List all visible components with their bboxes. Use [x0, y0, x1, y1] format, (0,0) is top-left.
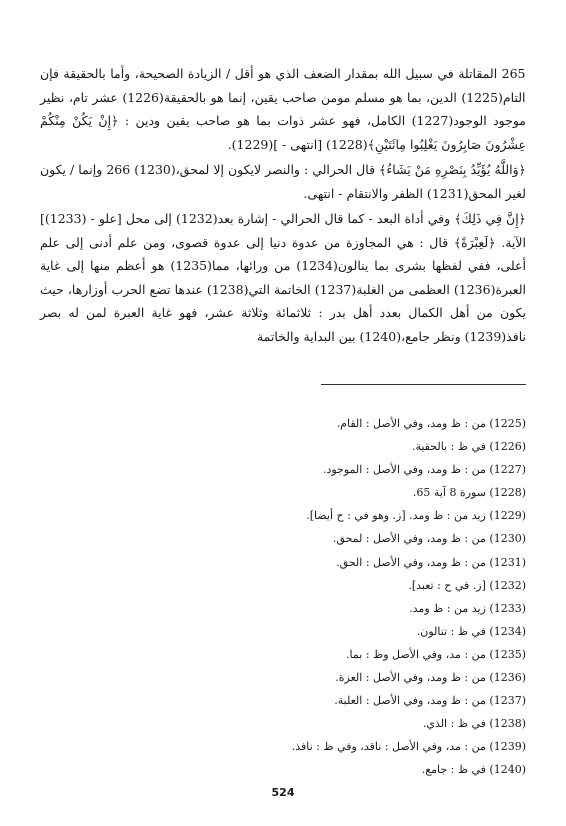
footnote-item: (1228) سورة 8 آية 65.	[412, 486, 526, 500]
footnote-item: (1231) من : ظ ومد، وفي الأصل : الحق.	[336, 555, 526, 569]
text-line: عشر، فهو غاية العبرة لمن له بصر نافذ(1239) ونظر جامع،(1240) بين البداية والخاتمة	[40, 305, 526, 344]
text-line: 265 المقاتلة في سبيل الله بمقدار الضعف الذي هو أقل / الزيادة الصحيحة، وأما بالحقيقة فإن	[40, 66, 526, 81]
footnote-item: (1240) في ظ : جامع.	[421, 763, 526, 777]
text-line: ومن علم أدنى إلى علم أعلى، ففي لفظها بشرى بما ينالون(1234) من ورائها، مما(1235)	[40, 234, 526, 273]
text-line: [علو - (1233)] الآية. ﴿لَعِبْرَةً﴾ قال : هي المجاوزة من عدوة دنيا إلى عدوة قصوى،	[40, 211, 526, 250]
footnote-item: (1239) من : مد، وفي الأصل : ناقد، وفي ظ : نافذ.	[291, 740, 526, 754]
text-line: يَكُنْ مِنْكُمْ عِشْرُونَ صَابِرُونَ يَغْلِبُوا مِائَتَيْنِ﴾(1228) [انتهى - ](1229).	[40, 113, 526, 152]
footnote-item: (1237) من : ظ ومد، وفي الأصل : العلبة.	[334, 694, 526, 708]
page-number: 524	[271, 786, 295, 799]
footnote-item: (1233) زيد من : ظ ومد.	[409, 601, 526, 615]
text-line: التام(1225) الدين، بما هو مسلم مومن صاحب يقين، إنما هو بالحقيقة(1226) عشر تام، نظير	[40, 89, 526, 105]
text-line: موجود الوجود(1227) الكامل، فهو عشر ذوات بما هو صاحب يقين ودين : ﴿إِنْ	[92, 113, 527, 128]
footnote-item: (1227) من : ظ ومد، وفي الأصل : الموجود.	[322, 463, 526, 477]
footnote-item: (1238) في ظ : الذي.	[422, 717, 526, 731]
footnote-item: (1234) في ظ : تنالون.	[416, 624, 526, 638]
footnote-item: (1229) زيد من : ظ ومد. [ز. وهو في : ح أيضا].	[306, 509, 526, 523]
paragraph-2	[40, 158, 526, 205]
main-text	[40, 62, 526, 350]
footnote-item: (1236) من : ظ ومد، وفي الأصل : العزة.	[335, 671, 526, 685]
footnote-item: (1226) في ظ : بالحقية.	[411, 440, 526, 454]
footnote-divider	[321, 384, 526, 385]
footnote-item: (1225) من : ظ ومد، وفي الأصل : القام.	[336, 417, 526, 430]
footnote-item: (1235) من : مد، وفي الأصل وظ : بما.	[346, 647, 526, 661]
text-line: ﴿إِنَّ فِي ذَلِكَ﴾ وفي أداة البعد - كما قال الحرالي - إشارة بعد(1232) إلى محل	[121, 211, 527, 226]
text-line: ﴿وَاللَّهُ يُؤَيِّدُ بِنَصْرِهِ مَنْ يَشَاءُ﴾ قال الحرالي : والنصر لايكون إلا لمحق،(1230)	[130, 162, 526, 177]
footnote-item: (1230) من : ظ ومد، وفي الأصل : لمحق.	[332, 532, 526, 546]
text-line: 266 وإنما / يكون لغير المحق(1231) الظفر والانتقام - انتهى.	[40, 162, 526, 201]
text-line: هو أعظم منها إلى غاية العبرة(1236) العظمى من الغلبة(1237) الخاتمة التي(1238) عندها	[40, 258, 526, 297]
paragraph-3	[40, 207, 526, 348]
footnotes-list	[40, 412, 526, 782]
paragraph-1	[40, 62, 526, 156]
text-line: تضع الحرب أوزارها، حيث يكون من أهل الكمال بعدد أهل بدر : ثلاثمائة وثلاثة	[40, 281, 526, 320]
footnote-item: (1232) [ز. في ح : تعبد].	[408, 578, 526, 592]
